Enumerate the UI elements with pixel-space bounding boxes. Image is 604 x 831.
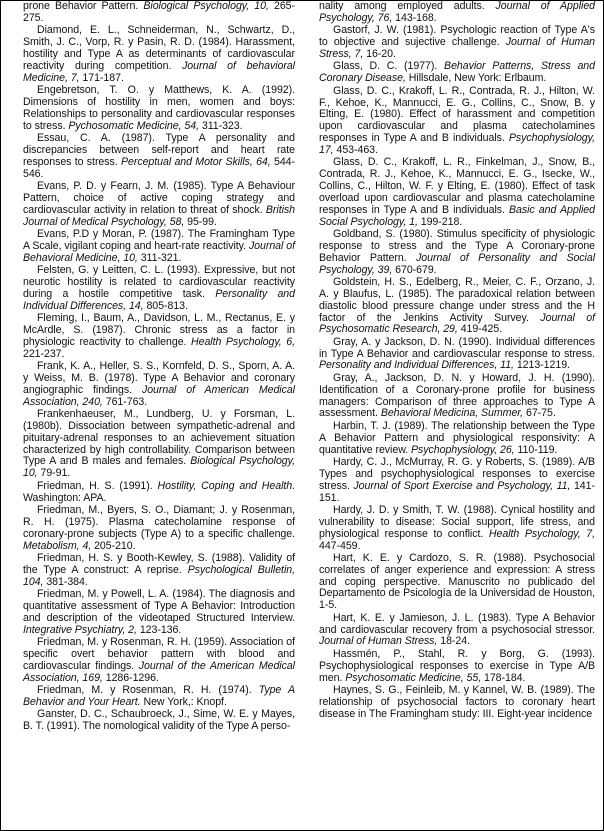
reference-text: Frank, K. A., Heller, S. S., Kornfeld, D. S., Sporn, A. A. y Weiss, M. B. (1978). Type A Behavior and coronary angiographic findings. (23, 360, 295, 396)
reference-source: Metabolism, 4, (23, 539, 92, 552)
reference-pages: 419-425. (457, 323, 503, 336)
reference-entry (23, 133, 295, 180)
reference-entry (319, 649, 595, 685)
reference-source: Journal of Psychosomatic Research, 29, (319, 311, 595, 336)
references-left-column (23, 1, 295, 734)
reference-text: Friedman, M. y Powell, L. A. (1984). The diagnosis and quantitative assessment of Type A Behavior: Introduction and description of the videotaped Structured Interview. (23, 588, 295, 624)
reference-entry (23, 313, 295, 360)
reference-entry (319, 373, 595, 420)
reference-source: Health Psychology, 7, (488, 527, 595, 540)
reference-pages: 18-24. (437, 635, 470, 648)
reference-source: Pychosomatic Medicine, 54, (68, 119, 199, 132)
reference-text: Evans, P. D. y Fearn, J. M. (1985). Type A Behaviour Pattern, choice of active coping strategy and cardiovascular activity in relation to threat of shock. (23, 180, 295, 216)
reference-pages: 110-119. (514, 443, 558, 456)
reference-entry (23, 85, 295, 132)
reference-source: Journal of Human Stress, 7, (319, 36, 596, 60)
reference-source: Journal of behavioral Medicine, 7, (23, 59, 295, 84)
reference-entry (319, 25, 595, 61)
reference-source: Personality and Individual Differences, 11, (319, 359, 514, 372)
reference-source: Psychophysiology, 17, (319, 132, 595, 156)
reference-source: British Journal of Medical Psychology, 58, (23, 203, 295, 228)
reference-entry (319, 277, 595, 336)
reference-source: Biological Psychology, 10, (143, 0, 269, 12)
reference-pages: 221-237. (23, 347, 65, 360)
reference-pages: 311-323. (198, 119, 243, 132)
reference-entry (319, 86, 595, 157)
reference-entry (23, 409, 295, 480)
reference-text: Engebretson, T. O. y Matthews, K. A. (1992). Dimensions of hostility in men, women and boys: Relationships to personality and cardiovascular responses to stress. (23, 84, 295, 132)
reference-text: Harbin, T. J. (1989). The relationship between the Type A Behavior Pattern and physiological responsivity: A quantitative review. (319, 419, 595, 456)
reference-source: Basic and Applied Social Psychology, 1, (319, 203, 595, 228)
reference-text: Friedman, H. S. y Booth-Kewley, S. (1988). Validity of the Type A construct: A reprise. (23, 551, 295, 576)
reference-entry (319, 421, 595, 457)
reference-entry (23, 265, 295, 312)
reference-source: Journal of Applied Psychology, 76, (319, 0, 596, 24)
reference-pages: 805-813. (143, 299, 188, 312)
reference-source: Journal of Human Stress, (319, 635, 438, 648)
reference-source: Personality and Individual Differences, 14, (23, 287, 295, 312)
reference-source: Journal of Sport Exercise and Psychology, 11, (353, 479, 571, 492)
reference-pages: Washington: APA. (23, 491, 107, 504)
reference-entry (319, 457, 595, 504)
reference-text: Gray, A., Jackson, D. N. y Howard, J. H. (1990). Identification of a Coronary-prone profile for business managers: Comparison of three approaches to Type A assessment. (319, 371, 595, 420)
reference-pages: 761-763. (102, 395, 148, 408)
reference-text: Felsten, G. y Leitten, C. L. (1993). Expressive, but not neurotic hostility is related to cardiovascular reactivity during a hostile competitive task. (23, 264, 295, 300)
reference-entry (23, 361, 295, 408)
reference-source: Health Psychology, 6, (191, 335, 296, 348)
reference-entry (23, 1, 295, 25)
reference-source: Perceptual and Motor Skills, 64, (120, 155, 271, 168)
reference-entry (319, 1, 595, 25)
reference-source: Psychophysiology, 26, (411, 443, 515, 456)
reference-text: Ganster, D. C., Schaubroeck, J., Sime, W. E. y Mayes, B. T. (1991). The nomological validity of the Type A perso- (23, 708, 295, 733)
reference-entry (319, 61, 595, 85)
reference-text: Diamond, E. L., Schneiderman, N., Schwartz, D., Smith, J. C., Vorp, R. y Pasin, R. D. (1984). Harassment, hostility and Type A as determinants of cardiovascular reactivity during competition. (23, 24, 295, 72)
reference-entry (319, 613, 595, 649)
reference-text: Hassmén, P., Stahl, R. y Borg, G. (1993). Psychophysiological responses to exercise in Type A/B men. (319, 647, 595, 684)
reference-entry (319, 229, 595, 276)
reference-pages: 205-210. (91, 539, 136, 552)
reference-entry (23, 637, 295, 684)
reference-text: Evans, P.D y Moran, P. (1987). The Framingham Type A Scale, vigilant coping and heart-rate reactivity. (23, 228, 295, 252)
reference-text: Fleming, I., Baum, A., Davidson, L. M., Rectanus, E. y McArdle, S. (1987). Chronic stress as a factor in physiologic reactivity to challenge. (23, 312, 295, 348)
reference-pages: 95-99. (184, 215, 217, 228)
reference-text: Hardy, J. D. y Smith, T. W. (1988). Cynical hostility and vulnerability to disease: Social support, life stress, and physiological response to conflict. (319, 503, 595, 540)
reference-text: Haynes, S. G., Feinleib, M. y Kannel, W. B. (1989). The relationship of psychosocial factors to coronary heart disease in The Framingham study: III. Eight-year incidence (319, 684, 595, 720)
reference-pages: 141-151. (319, 479, 595, 504)
reference-text: Hardy, C. J., McMurray, R. G. y Roberts, S. (1989). A/B Types and psychophysiological responses to exercise stress. (319, 456, 595, 492)
reference-pages: 265-275. (23, 0, 295, 24)
reference-source: Integrative Psychiatry, 2, (23, 623, 137, 636)
reference-pages: 171-187. (79, 71, 124, 84)
reference-pages: 143-168. (392, 11, 437, 24)
reference-pages: 670-679. (392, 263, 437, 276)
reference-entry (319, 157, 595, 228)
reference-pages: 544-546. (23, 155, 295, 180)
reference-entry (319, 337, 595, 373)
reference-entry (23, 481, 295, 505)
reference-entry (23, 505, 295, 552)
reference-text: Essau, C. A. (1987). Type A personality and discrepancies between self-report and heart rate responses to stress. (23, 132, 295, 168)
reference-entry (23, 589, 295, 636)
reference-entry (23, 25, 295, 84)
reference-text: Gastorf, J. W. (1981). Psychologic reaction of Type A's to objective and sujective challenge. (319, 24, 595, 49)
reference-pages: New York,: Knopf. (140, 695, 227, 708)
reference-pages: 123-136. (136, 623, 182, 636)
reference-pages: 67-75. (523, 407, 556, 420)
reference-source: Behavioral Medicina, Summer, (380, 407, 524, 420)
reference-entry (319, 505, 595, 552)
reference-pages: 1286-1296. (102, 671, 159, 684)
reference-text: Goldband, S. (1980). Stimulus specificity of physiologic response to stress and the Type A Coronary-prone Behavior Pattern. (319, 228, 595, 264)
reference-text: nality among employed adults. (319, 0, 496, 12)
reference-entry (23, 685, 295, 709)
reference-source: Journal of Personality and Social Psychology, 39, (319, 251, 596, 276)
reference-text: Glass, D. C. (1977). (333, 60, 445, 73)
reference-text: Friedman, M. y Rosenman, R. H. (1959). Association of specific overt behavior pattern with blood and cardiovascular findings. (23, 636, 295, 672)
references-right-column (319, 1, 595, 721)
reference-source: Biological Psychology, 10, (23, 455, 295, 480)
reference-entry (23, 181, 295, 228)
reference-pages: 447-459. (319, 539, 361, 552)
reference-text: Friedman, M., Byers, S. O., Diamant; J. y Rosenman, R. H. (1975). Plasma catecholamine response of coronary-prone subjects (Type A) to a specific challenge. (23, 503, 295, 540)
reference-text: Glass, D. C., Krakoff, L. R., Contrada, R. J., Hilton, W. F., Kehoe, K., Mannucci, E. G., Collins, C., Snow, B. y Elting, E. (1980). Effect of harassment and competition upon cardiovascular and plasma catecholamines responses in Type A and B individuals. (319, 84, 595, 145)
reference-entry (23, 229, 295, 265)
reference-source: Psychosomatic Medicine, 55, (345, 671, 482, 684)
reference-source: Hostility, Coping and Health. (157, 479, 296, 492)
reference-pages: 311-321. (137, 251, 182, 264)
reference-text: Glass, D. C., Krakoff, L. R., Finkelman, J., Snow, B., Contrada, R. J., Kehoe, K., Mannucci, E. G., Isecke, W., Collins, C., Hilton, W. F. y Elting, E. (1980). Effect of task overload upon cardiovascular and plasma catecholamine responses in Type A and B individuals. (319, 156, 595, 216)
reference-pages: 79-91. (37, 467, 71, 480)
reference-text: Hart, K. E. y Cardozo, S. R. (1988). Psychosocial correlates of anger experience and expression: A stress and coping perspective. Manuscrito no publicado del Departamento de Psicología de la Universidad de Houston, 1-5. (319, 551, 595, 612)
reference-pages: Hillsdale, New York: Erlbaum. (405, 72, 547, 85)
reference-pages: 16-20. (363, 47, 396, 60)
reference-text: Frankenhaeuser, M., Lundberg, U. y Forsman, L. (1980b). Dissociation between sympathetic-adrenal and pituitary-adrenal responses to an achievement situation characterized by high controllability. Comparison between Type A and B males and females. (23, 408, 295, 468)
reference-entry (23, 553, 295, 589)
reference-pages: 1213-1219. (513, 359, 570, 372)
reference-source: Journal of Behavioral Medicine, 10, (23, 239, 295, 264)
reference-source: Journal of the American Medical Association, 169, (23, 659, 295, 684)
reference-text: Friedman, H. S. (1991). (37, 479, 158, 492)
reference-pages: 199-218. (417, 215, 463, 228)
reference-source: Behavior Patterns, Stress and Coronary Disease, (319, 60, 595, 85)
reference-source: Psychological Bulletin, 104, (23, 563, 295, 588)
reference-source: Journal of American Medical Association, 240, (23, 383, 295, 408)
reference-text: Gray, A. y Jackson, D. N. (1990). Individual differences in Type A Behavior and cardiovascular response to stress. (319, 335, 595, 360)
reference-pages: 453-463. (333, 143, 378, 156)
reference-text: Hart, K. E. y Jamieson, J. L. (1983). Type A Behavior and cardiovascular recovery from a psychosocial stressor. (319, 611, 595, 636)
reference-pages: 178-184. (481, 671, 526, 684)
reference-entry (319, 685, 595, 721)
reference-pages: 381-384. (43, 575, 88, 588)
reference-entry (319, 553, 595, 612)
reference-text: Goldstein, H. S., Edelberg, R., Meier, C. F., Orzano, J. A. y Blaufus, L. (1985). The paradoxical relation between diastolic blood pressure change under stress and the H factor of the Jenkins Activity Survey. (319, 275, 595, 324)
reference-source: Type A Behavior and Your Heart. (23, 684, 295, 708)
reference-text: prone Behavior Pattern. (23, 0, 144, 12)
reference-entry (23, 709, 295, 733)
reference-text: Friedman, M. y Rosenman, R. H. (1974). (37, 684, 259, 696)
